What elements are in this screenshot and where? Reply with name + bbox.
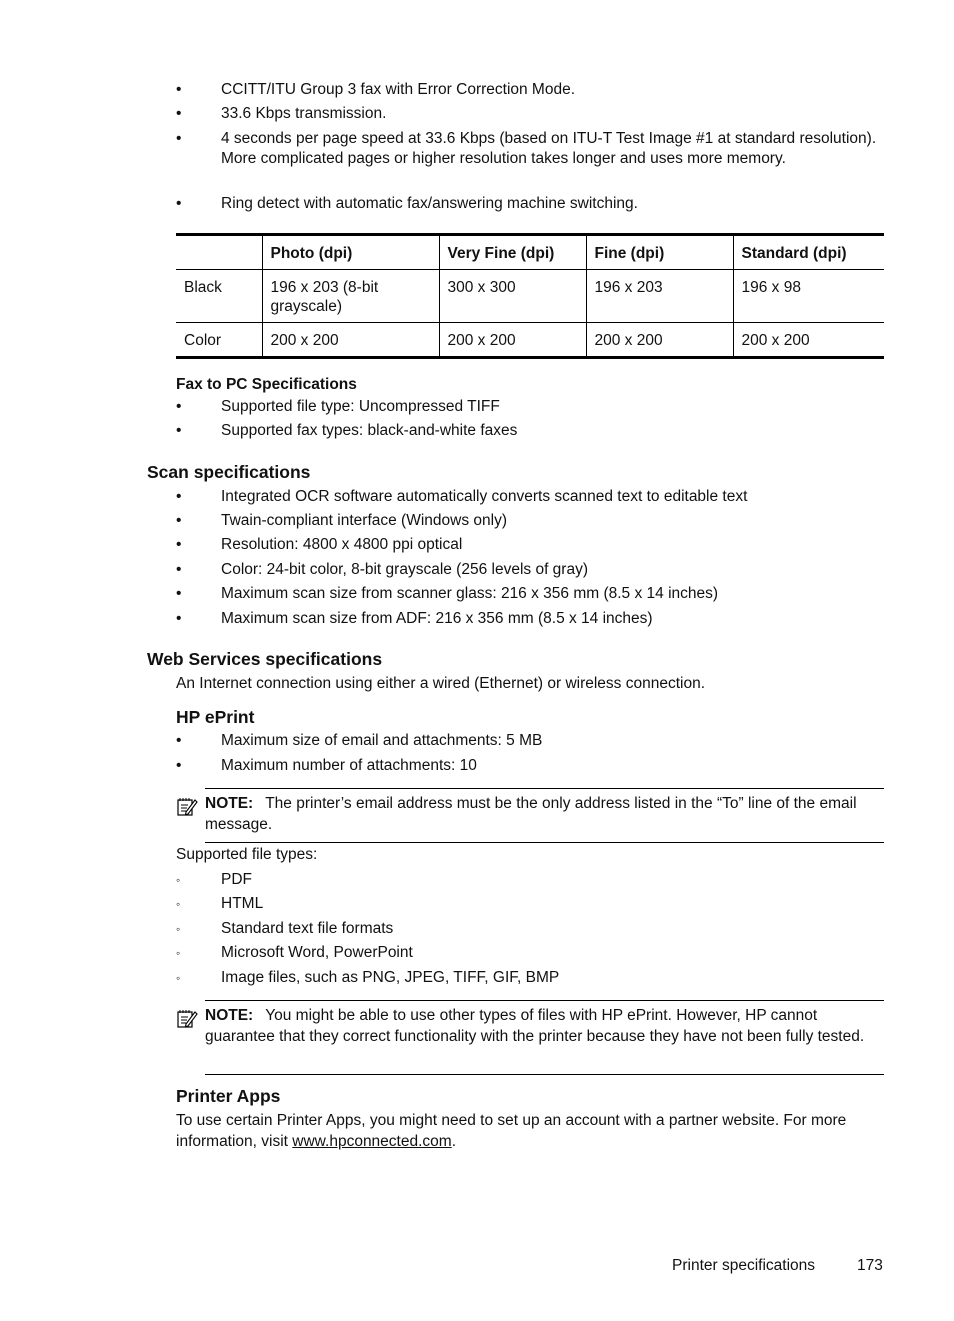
bullet: • (176, 81, 182, 98)
table-cell: Black (176, 270, 262, 323)
table-header-row (176, 235, 884, 270)
table-cell: 200 x 200 (586, 323, 733, 358)
hpconnected-link[interactable]: www.hpconnected.com (292, 1133, 452, 1150)
table-header-cell: Photo (dpi) (262, 235, 439, 270)
note-text: NOTE: You might be able to use other types of files with HP ePrint. However, HP cannot guarantee that they correct functionality with the printer because they have not been fully tested. (205, 1007, 865, 1045)
note-box (176, 1000, 884, 1076)
table-cell: 200 x 200 (733, 323, 884, 358)
sub-bullet: ◦ (176, 946, 181, 960)
bullet: • (176, 422, 182, 439)
bullet: • (176, 488, 182, 505)
bullet: • (176, 536, 182, 553)
note-icon (176, 1008, 198, 1030)
web-services-heading: Web Services specifications (147, 649, 383, 669)
bullet: • (176, 105, 182, 122)
bullet: • (176, 561, 182, 578)
web-services-intro: An Internet connection using either a wired (Ethernet) or wireless connection. (176, 675, 706, 692)
sub-bullet: ◦ (176, 922, 181, 936)
bullet: • (176, 732, 182, 749)
table-header-cell: Fine (dpi) (586, 235, 733, 270)
table-header-cell: Standard (dpi) (733, 235, 884, 270)
printer-apps-text: To use certain Printer Apps, you might need to set up an account with a partner website. For more information, visit www.hpconnected.com. (176, 1112, 847, 1150)
table-cell: Color (184, 332, 222, 349)
hp-eprint-heading: HP ePrint (176, 707, 255, 727)
note-box (176, 788, 884, 844)
note-text: NOTE: The printer’s email address must be the only address listed in the “To” line of the email message. (205, 795, 857, 833)
table-cell: 200 x 200 (439, 323, 586, 358)
sub-bullet: ◦ (176, 873, 181, 887)
bullet: • (176, 195, 182, 212)
bullet: • (176, 130, 182, 147)
note-label: NOTE: (205, 1007, 254, 1024)
table-cell: 196 x 203 (8-bit grayscale) (262, 270, 439, 323)
table-cell: 200 x 200 (262, 323, 439, 358)
table-row (176, 270, 884, 323)
note-label: NOTE: (205, 795, 254, 812)
table-cell: 196 x 203 (586, 270, 733, 323)
bullet: • (176, 398, 182, 415)
bullet: • (176, 610, 182, 627)
fax-resolution-table (176, 233, 884, 359)
table-header-cell (176, 235, 262, 270)
footer-section-title: Printer specifications (672, 1257, 816, 1274)
bullet: • (176, 512, 182, 529)
bullet: • (176, 757, 182, 774)
divider (205, 1074, 884, 1075)
page-number: 173 (857, 1257, 883, 1274)
divider (205, 842, 884, 843)
divider (205, 1000, 884, 1001)
scan-specifications-heading: Scan specifications (147, 462, 311, 482)
note-icon (176, 796, 198, 818)
table-header-cell: Very Fine (dpi) (439, 235, 586, 270)
fax-to-pc-heading: Fax to PC Specifications (176, 376, 357, 393)
divider (205, 788, 884, 789)
file-types-intro: Supported file types: (176, 846, 318, 863)
bullet: • (176, 585, 182, 602)
table-cell: 300 x 300 (439, 270, 586, 323)
table-row (176, 323, 884, 358)
sub-bullet: ◦ (176, 897, 181, 911)
sub-bullet: ◦ (176, 971, 181, 985)
table-cell: 196 x 98 (733, 270, 884, 323)
printer-apps-heading: Printer Apps (176, 1086, 281, 1106)
